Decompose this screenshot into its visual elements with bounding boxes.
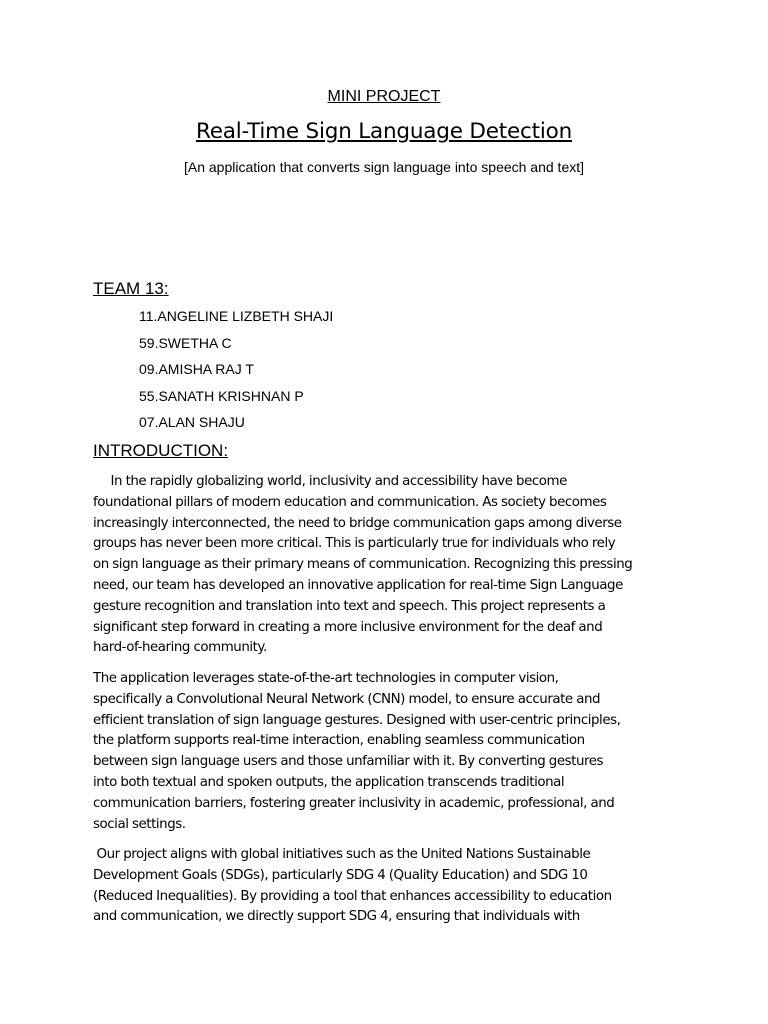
text-line: into both textual and spoken outputs, the application transcends traditional <box>93 774 565 790</box>
text-line: need, our team has developed an innovative application for real-time Sign Language <box>93 577 623 593</box>
introduction-paragraph <box>93 669 693 835</box>
text-line: groups has never been more critical. This is particularly true for individuals who rely <box>93 536 616 552</box>
text-line: increasingly interconnected, the need to bridge communication gaps among diverse <box>93 515 622 531</box>
team-member: 55.SANATH KRISHNAN P <box>139 387 304 404</box>
text-line: the platform supports real-time interaction, enabling seamless communication <box>93 733 585 749</box>
text-line: hard-of-hearing community. <box>93 640 267 656</box>
text-line: social settings. <box>93 816 186 832</box>
team-member: 07.ALAN SHAJU <box>139 414 245 430</box>
project-label: MINI PROJECT <box>327 88 441 105</box>
text-line: efficient translation of sign language gestures. Designed with user-centric principles, <box>93 712 621 728</box>
team-heading: TEAM 13: <box>93 279 169 298</box>
introduction-paragraph <box>93 472 693 659</box>
text-line: on sign language as their primary means of communication. Recognizing this pressing <box>93 557 633 573</box>
text-line: between sign language users and those unfamiliar with it. By converting gestures <box>93 754 604 770</box>
introduction-heading: INTRODUCTION: <box>93 441 229 460</box>
text-line: and communication, we directly support SDG 4, ensuring that individuals with <box>93 909 580 925</box>
introduction-paragraph <box>93 845 693 928</box>
text-line: (Reduced Inequalities). By providing a tool that enhances accessibility to education <box>93 888 612 904</box>
text-line: Our project aligns with global initiatives such as the United Nations Sustainable <box>93 847 591 862</box>
team-member: 59.SWETHA C <box>139 334 232 351</box>
text-line: The application leverages state-of-the-art technologies in computer vision, <box>93 671 559 686</box>
text-line: significant step forward in creating a more inclusive environment for the deaf and <box>93 619 603 635</box>
document-title: Real-Time Sign Language Detection <box>195 119 573 144</box>
text-line: specifically a Convolutional Neural Network (CNN) model, to ensure accurate and <box>93 691 601 707</box>
text-line: communication barriers, fostering greater inclusivity in academic, professional, and <box>93 795 615 811</box>
document-subtitle: [An application that converts sign language into speech and text] <box>183 159 585 175</box>
team-member: 11.ANGELINE LIZBETH SHAJI <box>139 308 334 324</box>
text-line: In the rapidly globalizing world, inclusivity and accessibility have become <box>93 474 567 489</box>
team-member: 09.AMISHA RAJ T <box>139 361 254 377</box>
text-line: foundational pillars of modern education and communication. As society becomes <box>93 494 607 510</box>
text-line: gesture recognition and translation into text and speech. This project represents a <box>93 598 606 614</box>
text-line: Development Goals (SDGs), particularly SDG 4 (Quality Education) and SDG 10 <box>93 867 588 883</box>
team-member-list <box>139 308 333 441</box>
